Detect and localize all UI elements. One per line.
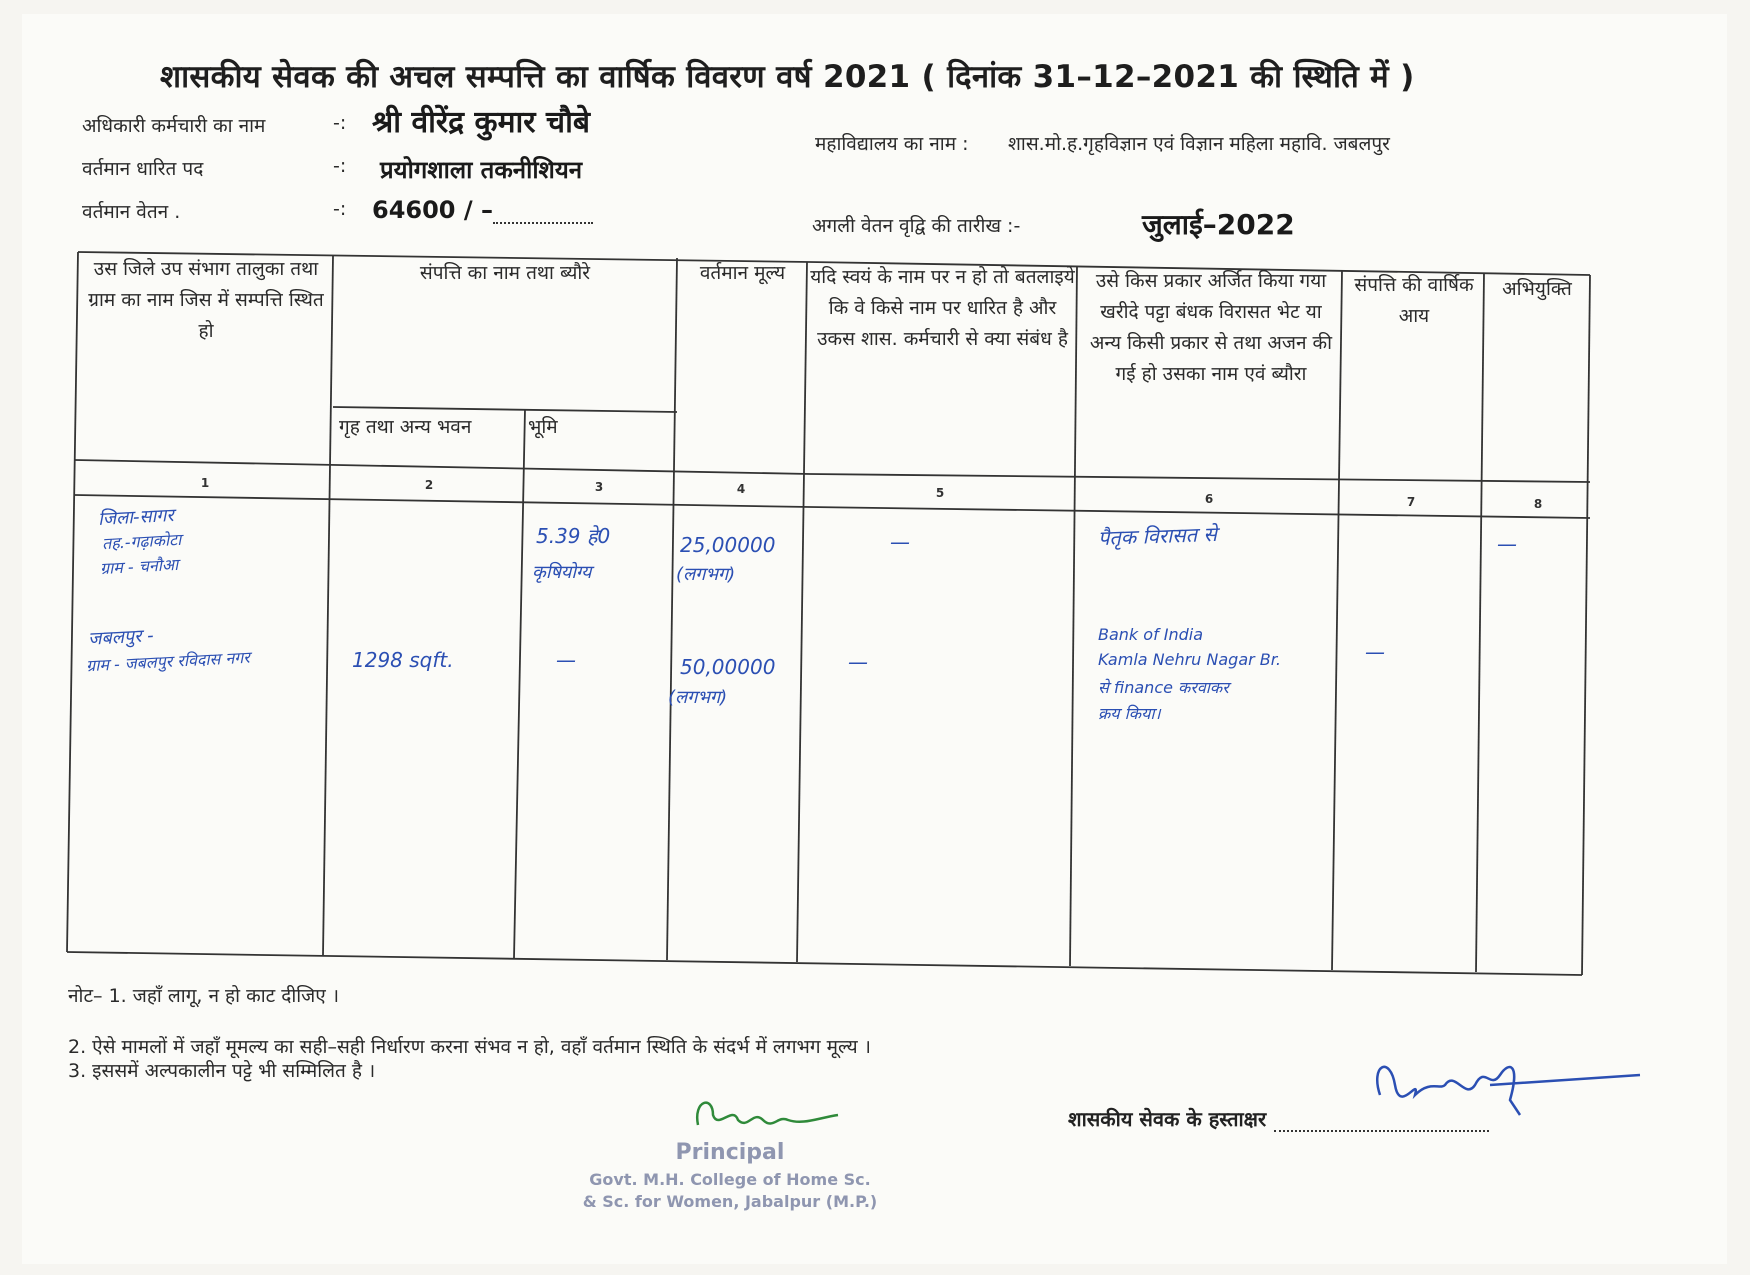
- row1-value-amount: 25,00000: [680, 533, 776, 557]
- note-2: 2. ऐसे मामलों में जहॉं मूमल्य का सही–सही निर्धारण करना संभव न हो, वहॉं वर्तमान स्थिति के संदर्भ में लगभग मूल्य ।: [68, 1036, 871, 1058]
- post-separator: -:: [333, 155, 347, 177]
- employee-name-separator: -:: [333, 112, 347, 134]
- row2-acquired-line4: क्रय किया।: [1098, 704, 1161, 723]
- column-number-2: 2: [424, 478, 434, 492]
- header-buildings: गृह तथा अन्य भवन: [339, 416, 472, 438]
- employee-name-value: श्री वीरेंद्र कुमार चौबे: [372, 105, 590, 140]
- header-property-details: संपत्ति का नाम तथा ब्यौरे: [419, 262, 591, 284]
- row2-building-area: 1298 sqft.: [352, 648, 454, 672]
- next-increment-value: जुलाई–2022: [1142, 208, 1295, 241]
- employee-signature-label: शासकीय सेवक के हस्ताक्षर: [1068, 1105, 1489, 1132]
- principal-stamp-title: Principal: [675, 1140, 785, 1165]
- row2-acquired-line2: Kamla Nehru Nagar Br.: [1098, 650, 1281, 669]
- row2-location-line1: जबलपुर -: [87, 625, 155, 650]
- post-value: प्रयोगशाला तकनीशियन: [380, 156, 583, 184]
- column-number-6: 6: [1204, 492, 1214, 506]
- next-increment-label: अगली वेतन वृद्वि की तारीख :-: [812, 215, 1021, 237]
- column-number-8: 8: [1533, 497, 1543, 511]
- header-current-value: वर्तमान मूल्य: [699, 262, 786, 284]
- column-number-7: 7: [1406, 495, 1416, 509]
- row1-location-line1: जिला-सागर: [97, 505, 175, 530]
- note-3: 3. इससमें अल्पकालीन पट्टे भी सम्मिलित है ।: [68, 1060, 376, 1082]
- header-remarks: अभियुक्ति: [1502, 278, 1572, 300]
- row1-remarks: —: [1497, 532, 1517, 556]
- salary-label: वर्तमान वेतन .: [82, 201, 181, 223]
- note-1: नोट– 1. जहॉं लागू, न हो काट दीजिए ।: [68, 985, 340, 1007]
- row2-land: —: [556, 648, 576, 672]
- row2-income: —: [1365, 640, 1385, 664]
- row1-land-type: कृषियोग्य: [532, 562, 592, 583]
- principal-stamp-line2: & Sc. for Women, Jabalpur (M.P.): [582, 1192, 878, 1211]
- salary-separator: -:: [333, 198, 347, 220]
- form-title: शासकीय सेवक की अचल सम्पत्ति का वार्षिक विवरण वर्ष 2021 ( दिनांक 31–12–2021 की स्थिति में ): [160, 59, 1415, 95]
- header-annual-income: संपत्ति की वार्षिक आय: [1354, 274, 1474, 327]
- row1-not-own: —: [890, 530, 910, 554]
- column-number-1: 1: [200, 476, 210, 490]
- row1-location-line2: तह.-गढ़ाकोटा: [101, 529, 182, 554]
- row2-value-amount: 50,00000: [680, 655, 776, 679]
- column-number-5: 5: [935, 486, 945, 500]
- post-label: वर्तमान धारित पद: [82, 158, 204, 180]
- header-not-own-name: यदि स्वयं के नाम पर न हो तो बतलाइये कि वे किसे नाम पर धारित है और उकस शास. कर्मचारी से क्या संबंध है: [810, 266, 1075, 350]
- row1-acquired: पैतृक विरासत से: [1097, 521, 1218, 551]
- employee-name-label: अधिकारी कर्मचारी का नाम: [82, 115, 266, 137]
- row2-acquired-line1: Bank of India: [1098, 625, 1204, 644]
- column-number-4: 4: [736, 482, 746, 496]
- row2-value-note: (लगभग): [668, 687, 728, 708]
- row1-land-area: 5.39 हे0: [536, 524, 611, 548]
- header-land: भूमि: [528, 416, 558, 438]
- header-acquisition: उसे किस प्रकार अर्जित किया गया खरीदे पट्टा बंधक विरासत भेट या अन्य किसी प्रकार से तथा अजन की गई हो उसका नाम एवं ब्यौरा: [1089, 270, 1333, 385]
- column-number-3: 3: [594, 480, 604, 494]
- college-label: महाविद्यालय का नाम :: [815, 133, 969, 155]
- row1-location-line3: ग्राम - चनौआ: [99, 554, 179, 579]
- row2-acquired-line3: से finance करवाकर: [1098, 678, 1229, 697]
- employee-signature: [1360, 1045, 1650, 1125]
- row2-not-own: —: [848, 650, 868, 674]
- salary-value: 64600 / –: [372, 196, 593, 224]
- row1-value-note: (लगभग): [676, 564, 736, 585]
- principal-signature: [688, 1090, 848, 1140]
- college-value: शास.मो.ह.गृहविज्ञान एवं विज्ञान महिला महावि. जबलपुर: [1008, 133, 1390, 155]
- principal-stamp-line1: Govt. M.H. College of Home Sc.: [589, 1170, 871, 1189]
- header-location: उस जिले उप संभाग तालुका तथा ग्राम का नाम जिस में सम्पत्ति स्थित हो: [88, 258, 324, 342]
- row2-location-line2: ग्राम - जबलपुर रविदास नगर: [85, 647, 251, 676]
